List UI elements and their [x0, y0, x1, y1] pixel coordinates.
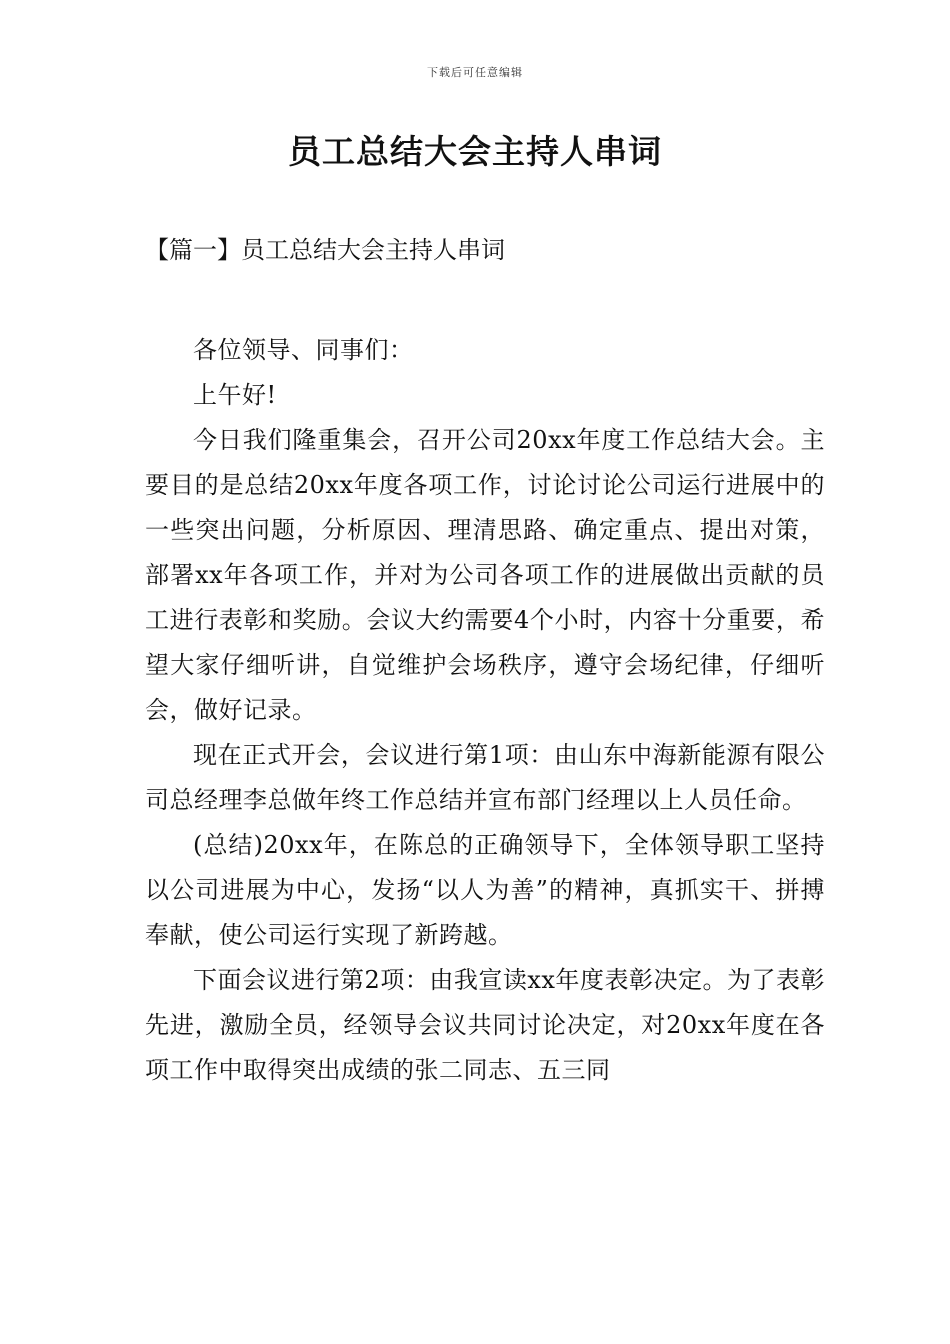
- document-body: [145, 328, 825, 1093]
- page-header-note: 下载后可任意编辑: [427, 66, 523, 79]
- paragraph-greeting: 上午好!: [193, 381, 277, 409]
- section-heading: 【篇一】员工总结大会主持人串词: [145, 236, 505, 264]
- document-title: 员工总结大会主持人串词: [288, 132, 662, 171]
- paragraph-summary: (总结)20xx年，在陈总的正确领导下，全体领导职工坚持以公司进展为中心，发扬“以人为善”的精神，真抓实干、拼搏奉献，使公司运行实现了新跨越。: [145, 831, 825, 949]
- paragraph-item-2: 下面会议进行第2项：由我宣读xx年度表彰决定。为了表彰先进，激励全员，经领导会议共同讨论决定，对20xx年度在各项工作中取得突出成绩的张二同志、五三同: [145, 966, 825, 1084]
- paragraph-salutation: 各位领导、同事们：: [193, 336, 414, 364]
- paragraph-item-1: 现在正式开会，会议进行第1项：由山东中海新能源有限公司总经理李总做年终工作总结并宣布部门经理以上人员任命。: [145, 741, 825, 814]
- paragraph-opening: 今日我们隆重集会，召开公司20xx年度工作总结大会。主要目的是总结20xx年度各项工作，讨论讨论公司运行进展中的一些突出问题，分析原因、理清思路、确定重点、提出对策，部署xx年各项工作，并对为公司各项工作的进展做出贡献的员工进行表彰和奖励。会议大约需要4个小时，内容十分重要，希望大家仔细听讲，自觉维护会场秩序，遵守会场纪律，仔细听会，做好记录。: [145, 426, 825, 724]
